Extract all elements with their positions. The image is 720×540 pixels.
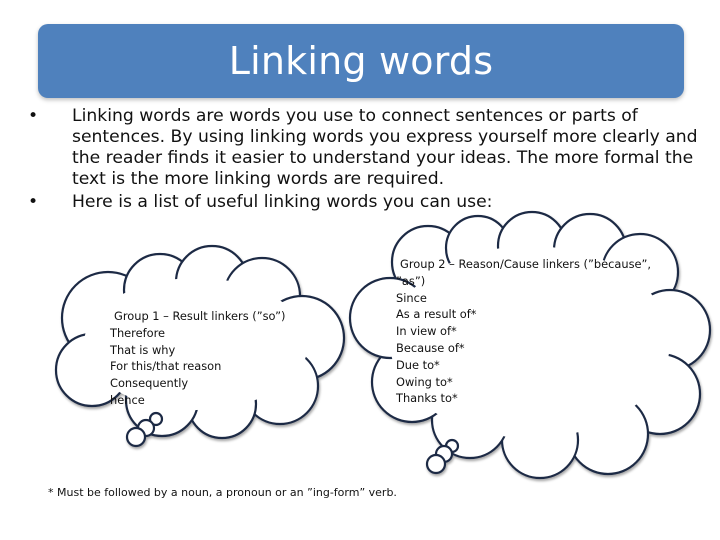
bullet-line: the reader finds it easier to understand your ideas. The more formal the bbox=[72, 148, 694, 168]
group2-item: Due to* bbox=[396, 357, 440, 372]
group2-item: In view of* bbox=[396, 324, 457, 339]
group2-item: Thanks to* bbox=[396, 391, 458, 406]
group1-heading: Group 1 – Result linkers (”so”) bbox=[114, 309, 286, 323]
bullet-marker: • bbox=[28, 192, 39, 212]
bullet-marker: • bbox=[28, 106, 39, 126]
bullet-line: sentences. By using linking words you express yourself more clearly and bbox=[72, 127, 698, 147]
slide-title: Linking words bbox=[228, 39, 494, 83]
group2-heading: Group 2 – Reason/Cause linkers (”because”, bbox=[400, 257, 652, 271]
group2-item: As a result of* bbox=[396, 307, 477, 322]
group1-item: That is why bbox=[110, 342, 176, 357]
group2-item: Since bbox=[396, 290, 427, 305]
group2-heading: ”as”) bbox=[396, 273, 426, 288]
footnote: * Must be followed by a noun, a pronoun or an ”ing-form” verb. bbox=[48, 486, 397, 499]
group2-item: Because of* bbox=[396, 340, 465, 355]
group1-item: Therefore bbox=[110, 325, 166, 340]
bullet-line: Here is a list of useful linking words you can use: bbox=[72, 192, 493, 212]
group2-item: Owing to* bbox=[396, 374, 453, 389]
group1-item: For this/that reason bbox=[110, 359, 222, 374]
bullet-line: text is the more linking words are required. bbox=[72, 169, 445, 189]
bullet-line: Linking words are words you use to connect sentences or parts of bbox=[72, 106, 638, 126]
group1-text bbox=[110, 308, 285, 409]
group2-text bbox=[396, 256, 651, 407]
group1-item: hence bbox=[110, 392, 145, 407]
group1-item: Consequently bbox=[110, 376, 189, 391]
